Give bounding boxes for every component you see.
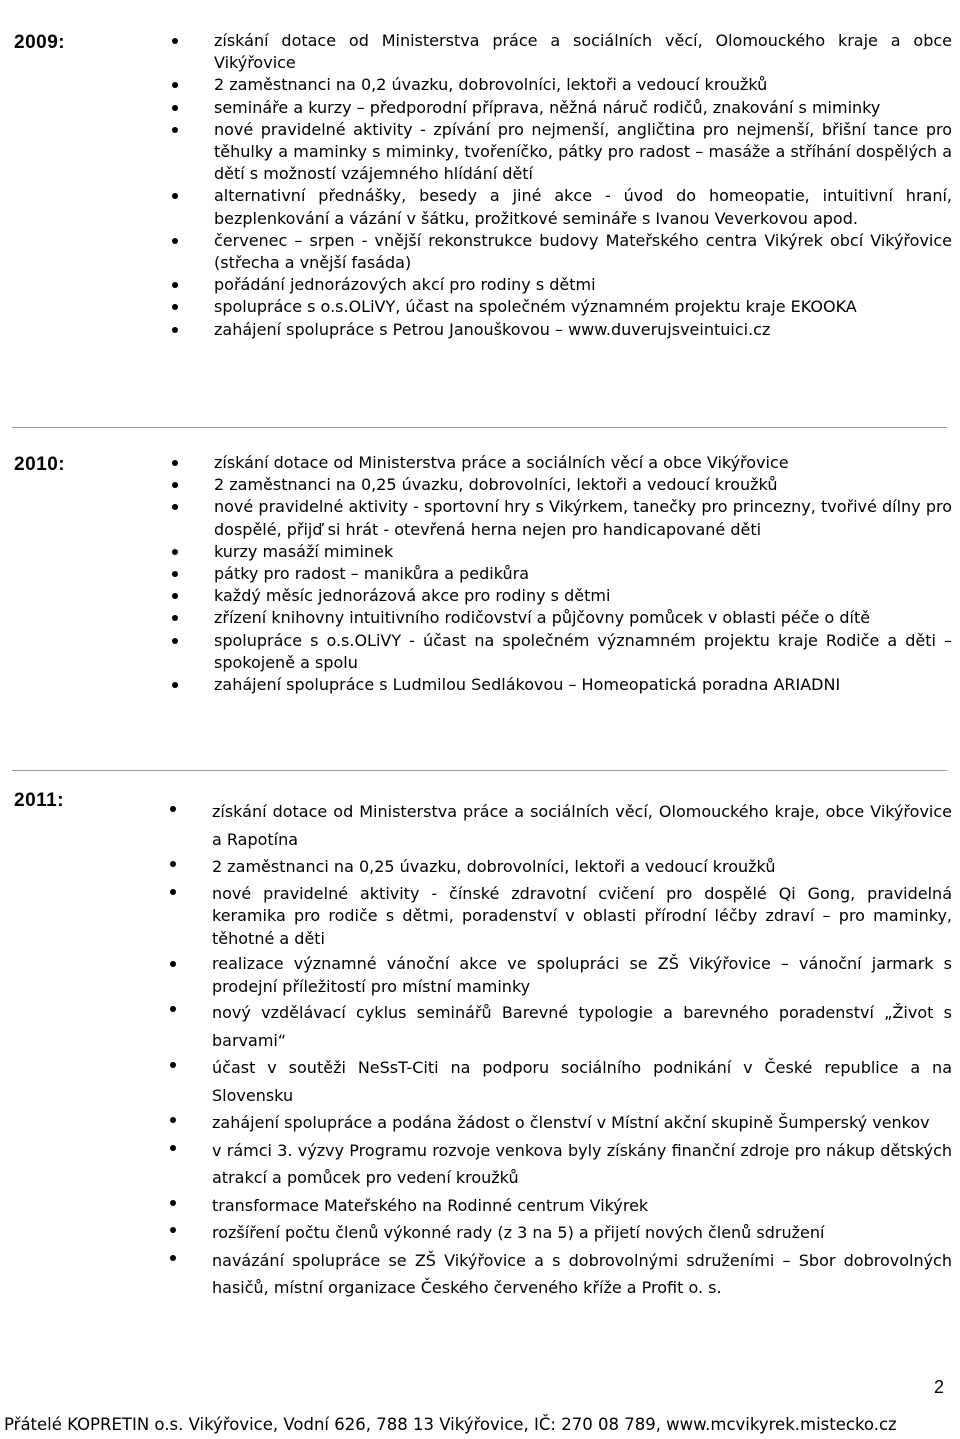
activity-list	[212, 798, 952, 1302]
list-item: pátky pro radost – manikůra a pedikůra	[214, 563, 952, 585]
list-item: zahájení spolupráce s Ludmilou Sedlákovou – Homeopatická poradna ARIADNI	[214, 674, 952, 696]
list-item: účast v soutěži NeSsT-Citi na podporu sociálního podnikání v České republice a na Slovensku	[212, 1054, 952, 1109]
list-item: získání dotace od Ministerstva práce a sociálních věcí, Olomouckého kraje a obce Vikýřovice	[214, 30, 952, 74]
list-item: navázání spolupráce se ZŠ Vikýřovice a s dobrovolnými sdruženími – Sbor dobrovolných hasičů, místní organizace Českého červeného kříže a Profit o. s.	[212, 1247, 952, 1302]
year-heading: 2009:	[14, 32, 66, 53]
section-divider	[12, 770, 947, 771]
list-item: každý měsíc jednorázová akce pro rodiny s dětmi	[214, 585, 952, 607]
activity-list	[214, 452, 952, 696]
list-item: 2 zaměstnanci na 0,25 úvazku, dobrovolníci, lektoři a vedoucí kroužků	[212, 853, 952, 881]
list-item: zřízení knihovny intuitivního rodičovství a půjčovny pomůcek v oblasti péče o dítě	[214, 607, 952, 629]
list-item: v rámci 3. výzvy Programu rozvoje venkova byly získány finanční zdroje pro nákup dětských atrakcí a pomůcek pro vedení kroužků	[212, 1137, 952, 1192]
activity-list	[214, 30, 952, 341]
year-heading: 2010:	[14, 454, 66, 475]
list-item: pořádání jednorázových akcí pro rodiny s dětmi	[214, 274, 952, 296]
page-footer: Přátelé KOPRETIN o.s. Vikýřovice, Vodní 626, 788 13 Vikýřovice, IČ: 270 08 789, www.mcvikyrek.mistecko.cz	[4, 1415, 897, 1434]
year-heading: 2011:	[14, 790, 65, 811]
list-item: transformace Mateřského na Rodinné centrum Vikýrek	[212, 1192, 952, 1220]
list-item: 2 zaměstnanci na 0,2 úvazku, dobrovolníci, lektoři a vedoucí kroužků	[214, 74, 952, 96]
list-item: spolupráce s o.s.OLiVY, účast na společném významném projektu kraje EKOOKA	[214, 296, 952, 318]
list-item: nové pravidelné aktivity - sportovní hry s Vikýrkem, tanečky pro princezny, tvořivé dílny pro dospělé, přijď si hrát - otevřená herna nejen pro handicapované děti	[214, 496, 952, 540]
list-item: realizace významné vánoční akce ve spolupráci se ZŠ Vikýřovice – vánoční jarmark s prodejní příležitostí pro místní maminky	[212, 953, 952, 998]
list-item: semináře a kurzy – předporodní příprava, něžná náruč rodičů, znakování s miminky	[214, 97, 952, 119]
list-item: získání dotace od Ministerstva práce a sociálních věcí a obce Vikýřovice	[214, 452, 952, 474]
list-item: 2 zaměstnanci na 0,25 úvazku, dobrovolníci, lektoři a vedoucí kroužků	[214, 474, 952, 496]
list-item: alternativní přednášky, besedy a jiné akce - úvod do homeopatie, intuitivní hraní, bezplenkování a vázání v šátku, prožitkové semináře s Ivanou Veverkovou apod.	[214, 185, 952, 229]
list-item: nový vzdělávací cyklus seminářů Barevné typologie a barevného poradenství „Život s barvami“	[212, 998, 952, 1054]
page-number: 2	[933, 1377, 944, 1397]
list-item: spolupráce s o.s.OLiVY - účast na společném významném projektu kraje Rodiče a děti – spokojeně a spolu	[214, 630, 952, 674]
list-item: červenec – srpen - vnější rekonstrukce budovy Mateřského centra Vikýrek obcí Vikýřovice (střecha a vnější fasáda)	[214, 230, 952, 274]
list-item: získání dotace od Ministerstva práce a sociálních věcí, Olomouckého kraje, obce Vikýřovice a Rapotína	[212, 798, 952, 853]
section-divider	[12, 427, 947, 428]
list-item: zahájení spolupráce a podána žádost o členství v Místní akční skupině Šumperský venkov	[212, 1109, 952, 1137]
list-item: rozšíření počtu členů výkonné rady (z 3 na 5) a přijetí nových členů sdružení	[212, 1219, 952, 1247]
list-item: kurzy masáží miminek	[214, 541, 952, 563]
list-item: zahájení spolupráce s Petrou Janouškovou – www.duverujsveintuici.cz	[214, 319, 952, 341]
list-item: nové pravidelné aktivity - zpívání pro nejmenší, angličtina pro nejmenší, břišní tance pro těhulky a maminky s miminky, tvořeníčko, pátky pro radost – masáže a stříhání dospělých a dětí s možností vzájemného hlídání dětí	[214, 119, 952, 186]
list-item: nové pravidelné aktivity - čínské zdravotní cvičení pro dospělé Qi Gong, pravidelná keramika pro rodiče s dětmi, poradenství v oblasti přírodní léčby zdraví – pro maminky, těhotné a děti	[212, 881, 952, 954]
